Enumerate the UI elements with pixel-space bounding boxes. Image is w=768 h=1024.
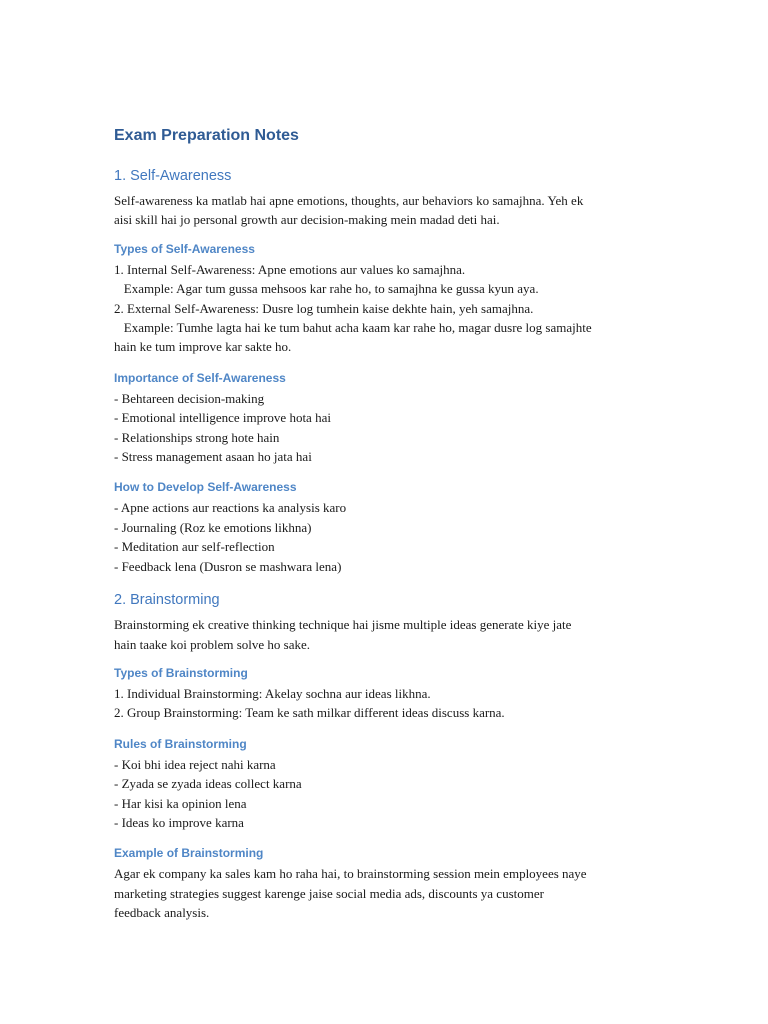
list-item: - Journaling (Roz ke emotions likhna): [114, 519, 312, 535]
list-item: - Emotional intelligence improve hota hai: [114, 410, 331, 426]
subsection-importance-of-self-awareness: [114, 370, 659, 467]
body-line: hain ke tum improve kar sakte ho.: [114, 339, 292, 355]
list-item: - Meditation aur self-reflection: [114, 539, 275, 555]
subsection-heading: Rules of Brainstorming: [114, 736, 247, 751]
list-item: - Har kisi ka opinion lena: [114, 795, 247, 811]
body-line: 1. Individual Brainstorming: Akelay sochna aur ideas likhna.: [114, 685, 431, 701]
list-item: - Zyada se zyada ideas collect karna: [114, 776, 302, 792]
section-self-awareness: [114, 166, 659, 576]
section-intro: [114, 191, 659, 230]
intro-line: Self-awareness ka matlab hai apne emotions, thoughts, aur behaviors ko samajhna. Yeh ek: [114, 193, 584, 208]
list-item: - Stress management asaan ho jata hai: [114, 449, 312, 465]
section-heading: 2. Brainstorming: [114, 592, 220, 609]
section-heading: 1. Self-Awareness: [114, 168, 232, 184]
subsection-how-to-develop-self-awareness: [114, 479, 659, 576]
subsection-heading: Types of Brainstorming: [114, 665, 248, 680]
subsection-body: [114, 684, 659, 723]
list-item: - Koi bhi idea reject nahi karna: [114, 756, 276, 772]
subsection-body: [114, 864, 659, 922]
body-line: 1. Internal Self-Awareness: Apne emotions aur values ko samajhna.: [114, 261, 466, 277]
body-line: marketing strategies suggest karenge jaise social media ads, discounts ya customer: [114, 885, 544, 901]
body-line: 2. Group Brainstorming: Team ke sath milkar different ideas discuss karna.: [114, 705, 505, 721]
list-item: - Relationships strong hote hain: [114, 429, 280, 445]
subsection-types-of-self-awareness: [114, 241, 659, 357]
document-page: [114, 124, 659, 937]
body-line: feedback analysis.: [114, 905, 210, 921]
subsection-types-of-brainstorming: [114, 665, 659, 723]
subsection-body: [114, 498, 659, 576]
list-item: - Feedback lena (Dusron se mashwara lena): [114, 558, 342, 574]
subsection-example-of-brainstorming: [114, 845, 659, 922]
list-item: - Behtareen decision-making: [114, 390, 265, 406]
subsection-body: [114, 755, 659, 833]
intro-line: hain taake koi problem solve ho sake.: [114, 636, 311, 652]
subsection-heading: Importance of Self-Awareness: [114, 370, 286, 385]
subsection-body: [114, 260, 659, 357]
document-title: Exam Preparation Notes: [114, 127, 299, 144]
body-line: Example: Tumhe lagta hai ke tum bahut acha kaam kar rahe ho, magar dusre log samajhte: [114, 320, 592, 336]
subsection-heading: How to Develop Self-Awareness: [114, 480, 297, 495]
body-line: Example: Agar tum gussa mehsoos kar rahe ho, to samajhna ke gussa kyun aya.: [114, 281, 539, 297]
section-intro: [114, 615, 659, 654]
subsection-body: [114, 389, 659, 467]
subsection-heading: Types of Self-Awareness: [114, 241, 255, 256]
list-item: - Apne actions aur reactions ka analysis karo: [114, 500, 347, 516]
section-brainstorming: [114, 590, 659, 922]
intro-line: aisi skill hai jo personal growth aur decision-making mein madad deti hai.: [114, 212, 500, 228]
subsection-heading: Example of Brainstorming: [114, 846, 264, 861]
subsection-rules-of-brainstorming: [114, 736, 659, 833]
list-item: - Ideas ko improve karna: [114, 814, 244, 830]
intro-line: Brainstorming ek creative thinking technique hai jisme multiple ideas generate kiye jate: [114, 617, 572, 633]
body-line: Agar ek company ka sales kam ho raha hai, to brainstorming session mein employees naye: [114, 866, 587, 882]
body-line: 2. External Self-Awareness: Dusre log tumhein kaise dekhte hain, yeh samajhna.: [114, 300, 534, 316]
